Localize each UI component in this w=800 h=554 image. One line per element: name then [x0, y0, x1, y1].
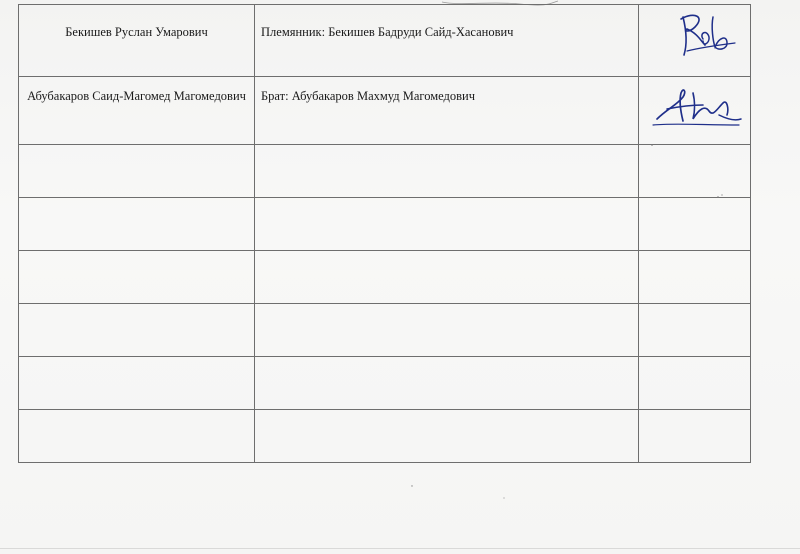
relative-name: Абубакаров Махмуд Магомедович [291, 89, 476, 103]
relative-separator: : [285, 89, 292, 103]
relative-cell [255, 251, 639, 304]
person-name-cell [19, 145, 255, 198]
signature-cell [639, 251, 751, 304]
signature-cell [639, 304, 751, 357]
table-row [19, 145, 751, 198]
relative-cell [255, 198, 639, 251]
signature-cell [639, 77, 751, 145]
relatives-register-table [18, 4, 751, 463]
signature-cell [639, 5, 751, 77]
table-row [19, 77, 751, 145]
handwritten-signature-1 [643, 7, 747, 59]
relative-cell [255, 77, 639, 145]
relative-cell [255, 304, 639, 357]
relative-separator: : [321, 25, 329, 39]
person-name-cell [19, 251, 255, 304]
signature-cell [639, 357, 751, 410]
person-name-cell [19, 304, 255, 357]
person-name-cell [19, 77, 255, 145]
handwritten-signature-2 [643, 79, 747, 131]
table-row [19, 198, 751, 251]
relative-name: Бекишев Бадруди Сайд-Хасанович [328, 25, 514, 39]
table-row [19, 304, 751, 357]
person-name-cell [19, 5, 255, 77]
relative-cell [255, 5, 639, 77]
person-name: Бекишев Руслан Умарович [65, 25, 208, 39]
relative-role: Племянник [261, 25, 322, 39]
person-name-cell [19, 410, 255, 463]
signature-cell [639, 410, 751, 463]
table-row [19, 5, 751, 77]
relative-cell [255, 410, 639, 463]
person-name: Абубакаров Саид-Магомед Магомедович [27, 89, 246, 103]
relative-cell [255, 145, 639, 198]
signature-cell [639, 198, 751, 251]
page-bottom-edge [0, 548, 800, 549]
person-name-cell [19, 198, 255, 251]
table-row [19, 410, 751, 463]
table-row [19, 251, 751, 304]
signature-cell [639, 145, 751, 198]
person-name-cell [19, 357, 255, 410]
relative-cell [255, 357, 639, 410]
relative-role: Брат [261, 89, 286, 103]
table-row [19, 357, 751, 410]
